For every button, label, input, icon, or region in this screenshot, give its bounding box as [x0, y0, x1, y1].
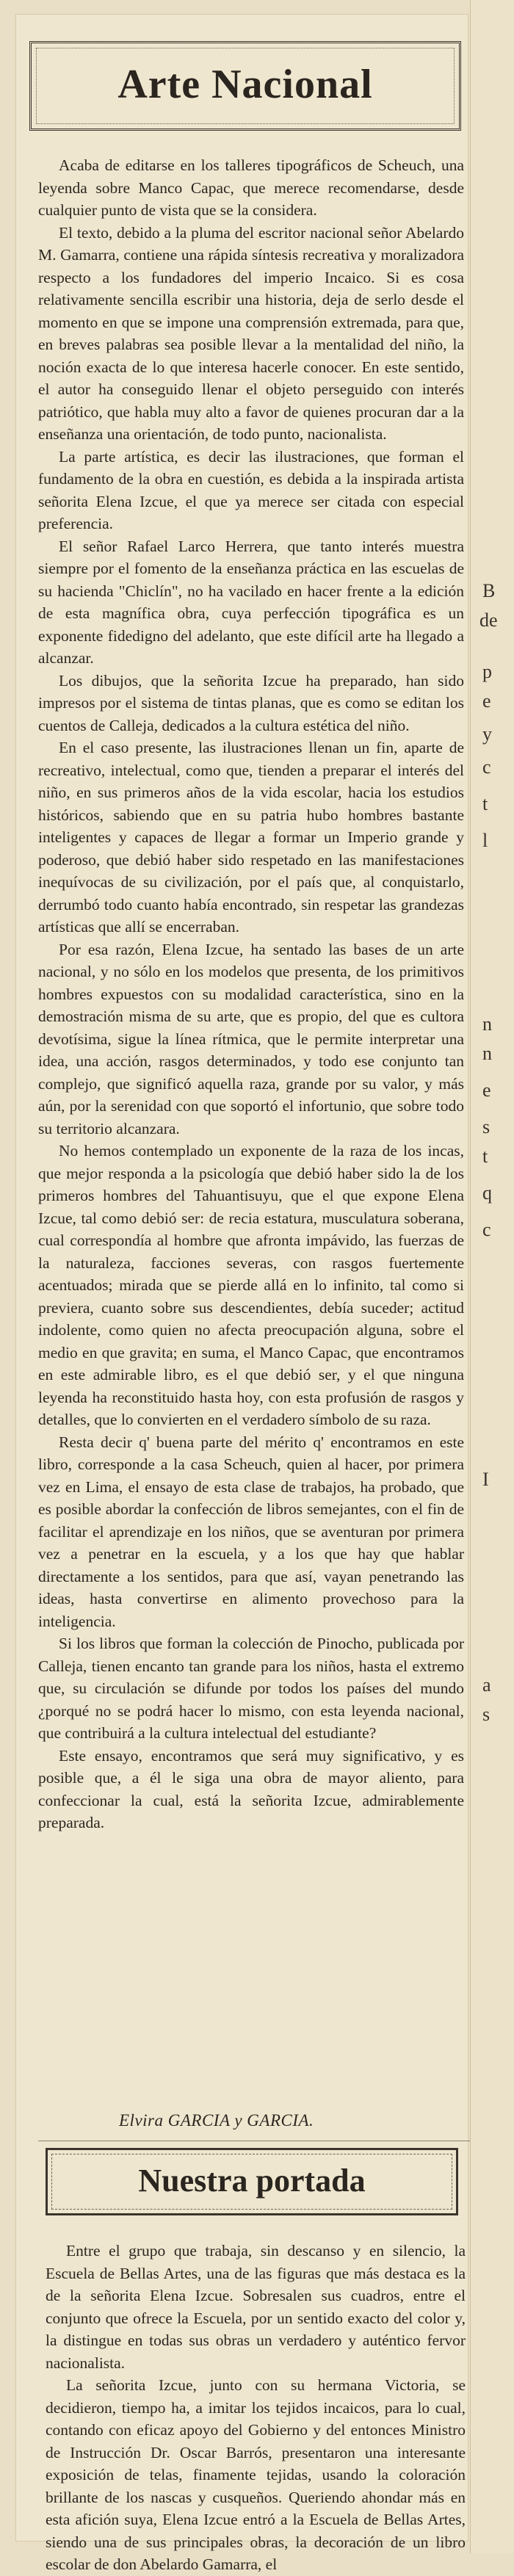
article-paragraph: Los dibujos, que la señorita Izcue ha preparado, han sido impresos por el sistema de tintas planas, que es como se editan los cuentos de Calleja, dedicados a la cultura estética del niño.	[38, 671, 464, 734]
article-paragraph: Acaba de editarse en los talleres tipográficos de Scheuch, una leyenda sobre Manco Capac, que merece recomendarse, desde cualquier punto de vista que se la considera.	[38, 156, 464, 219]
article-paragraph: Este ensayo, encontramos que será muy significativo, y es posible que, a él le siga una obra de mayor aliento, para confeccionar la cual, está la señorita Izcue, admirablemente preparada.	[38, 1746, 464, 1831]
article-body	[38, 154, 464, 1834]
article-paragraph: En el caso presente, las ilustraciones llenan un fin, aparte de recreativo, intelectual, como que, tienden a preparar el interés del niño, en sus primeros años de la vida escolar, hacia los estudios históricos, sabiendo que en su patria hubo hombres bastante inteligentes y capaces de llegar a formar un Imperio grande y poderoso, que debió haber sido respetado en las manifestaciones inequívocas de su civilización, por el país que, al conquistarlo, derrumbó todo cuanto había encontrado, sin respetar las grandezas artísticas que allí se encerraban.	[38, 739, 464, 936]
strip-letter: e	[482, 1079, 491, 1101]
strip-letter: q	[482, 1182, 492, 1204]
article-paragraph: El señor Rafael Larco Herrera, que tanto interés muestra siempre por el fomento de la enseñanza práctica en las escuelas de su hacienda "Chiclín", no ha vacilado en hacer frente a la edición de esta magnífica obra, cuya perfección tipográfica es un exponente fidedigno del adelanto, que este difícil arte ha llegado a alcanzar.	[38, 537, 464, 667]
strip-letter: I	[482, 1469, 489, 1490]
strip-letter: c	[482, 1219, 491, 1240]
strip-letter: s	[482, 1704, 491, 1725]
strip-letter: n	[482, 1043, 492, 1064]
article-paragraph: No hemos contemplado un exponente de la raza de los incas, que mejor responda a la psicología que debió haber sido la de los primeros hombres del Tahuantisuyu, que el que expone Elena Izcue, tal como debió ser: de recia estatura, musculatura soberana, cual correspondía al hombre que afronta impávido, las fuerzas de la naturaleza, facciones severas, con rasgos fuertemente acentuados; mirada que se pierde allá en lo infinito, tal como si previera, cuanto sobre sus descendientes, debía suceder; actitud indolente, como quien no afecta preocupación alguna, sobre el medio en que gravita; en suma, el Manco Capac, que encontramos en este admirable libro, es el que debió ser, y el que ninguna leyenda ha reconstituido hasta hoy, con esta profusión de rasgos y detalles, que lo convierten en el verdadero símbolo de su raza.	[38, 1142, 464, 1428]
strip-letter: l	[482, 830, 488, 851]
strip-letter: y	[482, 723, 492, 745]
section-paragraph: La señorita Izcue, junto con su hermana Victoria, se decidieron, tiempo ha, a imitar los tejidos incaicos, para lo cual, contando con eficaz apoyo del Gobierno y del entonces Ministro de Instrucción Dr. Oscar Barrós, presentaron una interesante exposición de telas, finamente tejidas, usando la coloración brillante de los nascas y cusqueños. Queriendo ahondar más en esta afición suya, Elena Izcue entró a la Escuela de Bellas Artes, siendo una de sus principales obras, la decoración de un libro escolar de don Abelardo Gamarra, el	[46, 2376, 466, 2573]
page-title: Arte Nacional	[117, 62, 373, 107]
article-paragraph: La parte artística, es decir las ilustraciones, que forman el fundamento de la obra en cuestión, es debida a la inspirada artista señorita Elena Izcue, el que ya merece ser citada con especial preferencia.	[38, 447, 464, 532]
article-paragraph: Por esa razón, Elena Izcue, ha sentado las bases de un arte nacional, y no sólo en los modelos que presenta, de los primitivos hombres expuestos con su modalidad característica, sino en la demostración misma de su arte, que es propio, del que es cultora devotísima, sigue la línea rítmica, que le permite interpretar una idea, una acción, rasgos determinados, y todo ese conjunto tan complejo, que significó aquella raza, grande por su valor, y más aún, por la serenidad con que soportó el infortunio, que sobre todo su territorio alcanzara.	[38, 940, 464, 1137]
article-paragraph: Si los libros que forman la colección de Pinocho, publicada por Calleja, tienen encanto tan grande para los niños, hasta el extremo que, su circulación se difunde por todos los países del mundo ¿porqué no se podrá hacer lo mismo, con esta leyenda nacional, que contribuirá a la cultura intelectual del estudiante?	[38, 1635, 464, 1742]
strip-letter: c	[482, 756, 491, 778]
strip-letter: t	[482, 1146, 488, 1167]
author-signature: Elvira GARCIA y GARCIA.	[119, 2111, 314, 2130]
strip-letter: B	[482, 580, 496, 601]
strip-letter: de	[479, 609, 498, 631]
strip-letter: n	[482, 1013, 492, 1035]
section-body	[46, 2240, 466, 2576]
section-title-frame	[46, 2148, 458, 2215]
adjacent-column-strip	[470, 0, 514, 2553]
article-paragraph: Resta decir q' buena parte del mérito q' encontramos en este libro, corresponde a la casa Scheuch, quien al hacer, por primera vez en Lima, el ensayo de esta clase de trabajos, ha probado, que es posible abordar la confección de libros semejantes, con el fin de facilitar el aprendizaje en los niños, que se aventuran por primera vez a penetrar en la escuela, y a los que hay que hablar directamente a los sentidos, para que así, vayan penetrando las ideas, hasta convertirse en alimento provechoso para la inteligencia.	[38, 1433, 464, 1630]
strip-letter: e	[482, 690, 491, 712]
title-frame	[29, 41, 461, 131]
article-paragraph: El texto, debido a la pluma del escritor nacional señor Abelardo M. Gamarra, contiene una rápida síntesis recreativa y moralizadora respecto a los fundadores del imperio Incaico. Si es cosa relativamente sencilla escribir una historia, deja de serlo desde el momento en que se impone una comprensión extremada, para que, en breves palabras sea posible llevar a la mentalidad del niño, la noción exacta de lo que interesa hacerle conocer. En este sentido, el autor ha conseguido llenar el objeto perseguido con interés patriótico, que habla muy alto a favor de quienes procuran dar a la enseñanza una orientación, de todo punto, nacionalista.	[38, 223, 464, 443]
strip-letter: p	[482, 661, 492, 682]
strip-letter: a	[482, 1674, 491, 1696]
strip-letter: t	[482, 793, 488, 814]
section-paragraph: Entre el grupo que trabaja, sin descanso y en silencio, la Escuela de Bellas Artes, una de las figuras que más destaca es la de la señorita Elena Izcue. Sobresalen sus cuadros, entre el conjunto que ofrece la Escuela, por un sentido exacto del color y, la distingue en todas sus obras un verdadero y auténtico fervor nacionalista.	[46, 2242, 466, 2372]
newspaper-clipping	[16, 15, 468, 2573]
section-title: Nuestra portada	[138, 2163, 366, 2199]
strip-letter: s	[482, 1116, 491, 1137]
